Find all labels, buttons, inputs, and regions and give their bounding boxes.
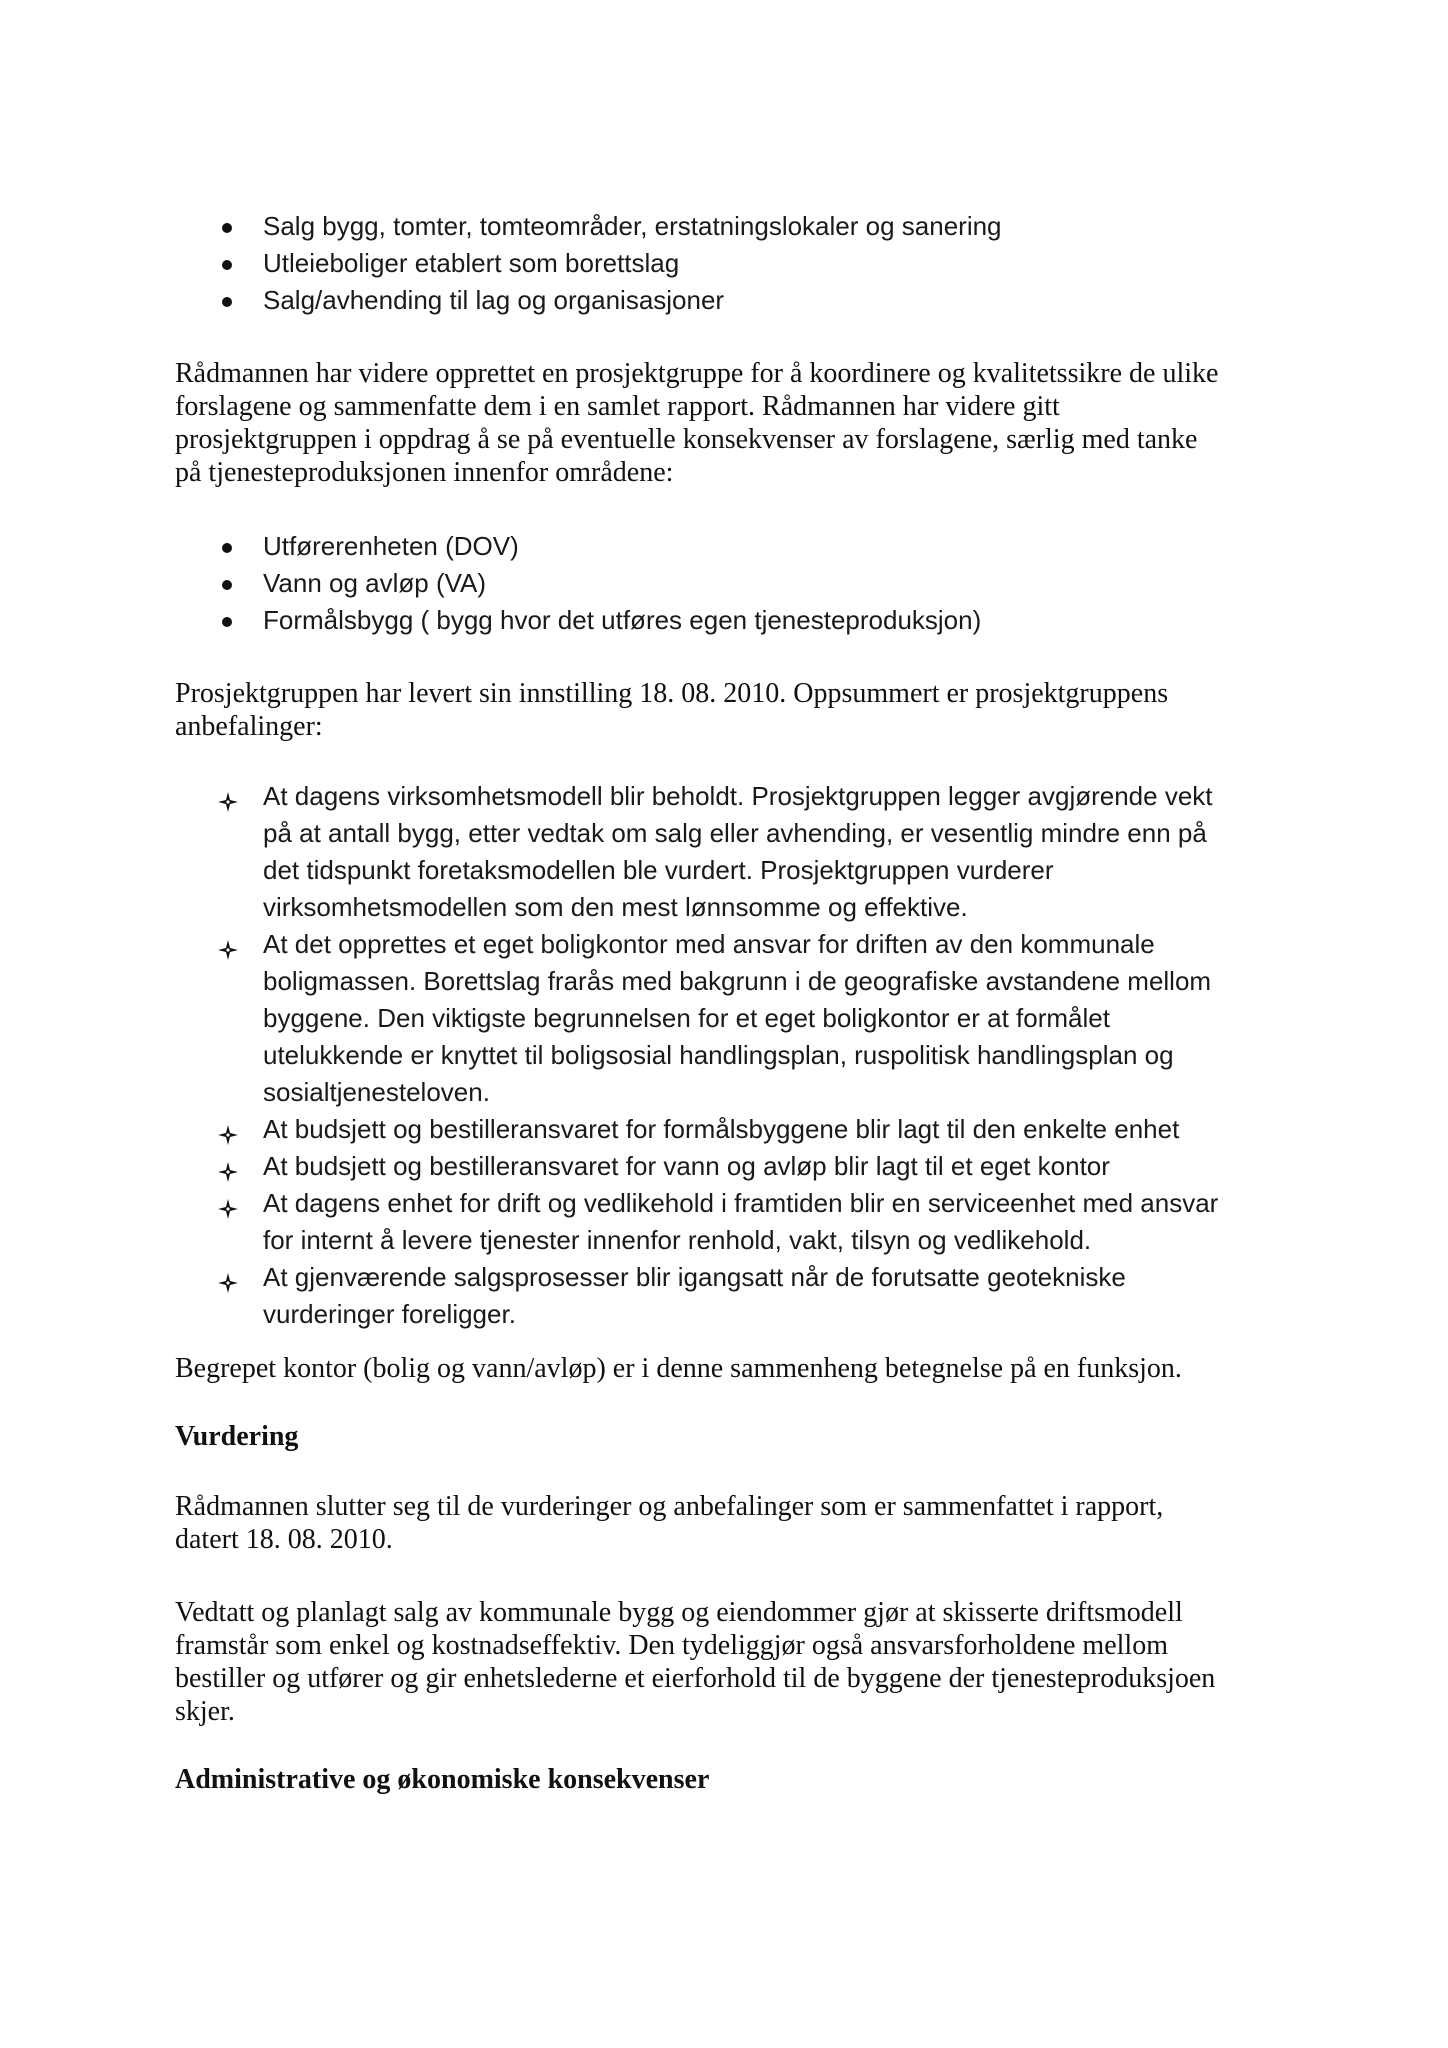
list-item: Salg bygg, tomter, tomteområder, erstatningslokaler og sanering xyxy=(0,208,1002,245)
four-point-star-bullet-icon xyxy=(217,1267,239,1289)
bullet-list-sales xyxy=(0,208,1002,319)
recommendation-item: At budsjett og bestilleransvaret for formålsbyggene blir lagt til den enkelte enhet xyxy=(0,1111,1300,1148)
bullet-icon xyxy=(222,543,232,553)
bullet-icon xyxy=(222,617,232,627)
recommendation-list xyxy=(0,778,1300,1333)
four-point-star-bullet-icon xyxy=(217,786,239,808)
list-item: Formålsbygg ( bygg hvor det utføres egen tjenesteproduksjon) xyxy=(0,602,981,639)
bullet-list-areas xyxy=(0,528,981,639)
bullet-icon xyxy=(222,223,232,233)
paragraph-assessment: Rådmannen slutter seg til de vurderinger og anbefalinger som er sammenfattet i rapport, datert 18. 08. 2010. xyxy=(175,1491,1164,1555)
paragraph-recommendations-intro: Prosjektgruppen har levert sin innstilling 18. 08. 2010. Oppsummert er prosjektgruppens anbefalinger: xyxy=(175,678,1169,742)
recommendation-item: At dagens virksomhetsmodell blir beholdt. Prosjektgruppen legger avgjørende vekt på at antall bygg, etter vedtak om salg eller avhending, er vesentlig mindre enn på det tidspunkt foretaksmodellen ble vurdert. Prosjektgruppen vurderer virksomhetsmodellen som den mest lønnsomme og effektive. xyxy=(0,778,1300,926)
four-point-star-bullet-icon xyxy=(217,1193,239,1215)
bullet-icon xyxy=(222,580,232,590)
paragraph-project-group: Rådmannen har videre opprettet en prosjektgruppe for å koordinere og kvalitetssikre de ulike forslagene og sammenfatte dem i en samlet rapport. Rådmannen har videre gitt prosjektgruppen i oppdrag å se på eventuelle konsekvenser av forslagene, særlig med tanke på tjenesteproduksjonen innenfor områdene: xyxy=(175,358,1219,488)
recommendation-item: At budsjett og bestilleransvaret for vann og avløp blir lagt til et eget kontor xyxy=(0,1148,1300,1185)
list-item: Vann og avløp (VA) xyxy=(0,565,981,602)
recommendation-item: At det opprettes et eget boligkontor med ansvar for driften av den kommunale boligmassen. Borettslag frarås med bakgrunn i de geografiske avstandene mellom byggene. Den viktigste begrunnelsen for et eget boligkontor er at formålet utelukkende er knyttet til boligsosial handlingsplan, ruspolitisk handlingsplan og sosialtjenesteloven. xyxy=(0,926,1300,1111)
four-point-star-bullet-icon xyxy=(217,934,239,956)
heading-vurdering: Vurdering xyxy=(175,1421,299,1452)
list-item: Utleieboliger etablert som borettslag xyxy=(0,245,1002,282)
paragraph-operating-model: Vedtatt og planlagt salg av kommunale bygg og eiendommer gjør at skisserte driftsmodell framstår som enkel og kostnadseffektiv. Den tydeliggjør også ansvarsforholdene mellom bestiller og utfører og gir enhetslederne et eierforhold til de byggene der tjenesteproduksjoen skjer. xyxy=(175,1597,1216,1727)
recommendation-item: At dagens enhet for drift og vedlikehold i framtiden blir en serviceenhet med ansvar for internt å levere tjenester innenfor renhold, vakt, tilsyn og vedlikehold. xyxy=(0,1185,1300,1259)
heading-administrative-consequences: Administrative og økonomiske konsekvenser xyxy=(175,1764,710,1795)
list-item: Utførerenheten (DOV) xyxy=(0,528,981,565)
four-point-star-bullet-icon xyxy=(217,1156,239,1178)
paragraph-office-term: Begrepet kontor (bolig og vann/avløp) er i denne sammenheng betegnelse på en funksjon. xyxy=(175,1353,1182,1384)
bullet-icon xyxy=(222,297,232,307)
four-point-star-bullet-icon xyxy=(217,1119,239,1141)
recommendation-item: At gjenværende salgsprosesser blir igangsatt når de forutsatte geotekniske vurderinger foreligger. xyxy=(0,1259,1300,1333)
bullet-icon xyxy=(222,260,232,270)
list-item: Salg/avhending til lag og organisasjoner xyxy=(0,282,1002,319)
